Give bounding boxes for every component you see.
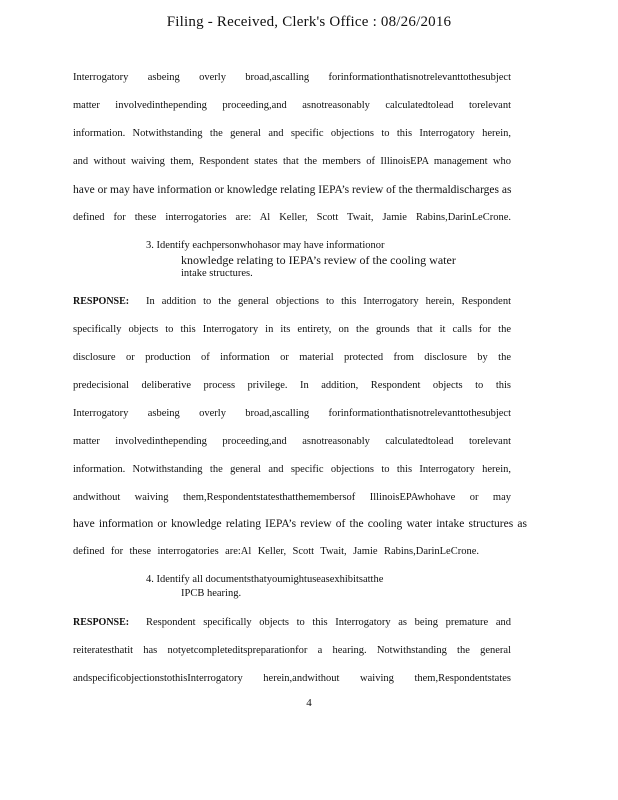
body-line: have information or knowledge relating IEPA’s review of the cooling water intake structures as: [73, 518, 527, 530]
body-line: defined for these interrogatories are:Al Keller, Scott Twait, Jamie Rabins,DarinLeCrone.: [73, 546, 479, 557]
interrogatory-4-line: IPCB hearing.: [181, 588, 242, 599]
body-line: andwithout waiving them,Respondentstatesthatthemembersof IllinoisEPAwhohave or may: [73, 492, 511, 503]
page-number: 4: [306, 697, 312, 709]
body-line: information. Notwithstanding the general and specific objections to this Interrogatory herein,: [73, 128, 511, 139]
body-line: andspecificobjectionstothisInterrogatory herein,andwithout waiving them,Respondentstates: [73, 673, 511, 684]
response-first-line: In addition to the general objections to this Interrogatory herein, Respondent: [146, 296, 511, 307]
interrogatory-3-line: 3. Identify eachpersonwhohasor may have informationor: [146, 240, 385, 251]
body-line: and without waiving them, Respondent states that the members of IllinoisEPA management who: [73, 156, 511, 167]
body-line: disclosure or production of information or material protected from disclosure by the: [73, 352, 511, 363]
interrogatory-4-line: 4. Identify all documentsthatyoumightuseasexhibitsatthe: [146, 574, 384, 585]
response-label: RESPONSE:: [73, 296, 130, 307]
body-line: information. Notwithstanding the general and specific objections to this Interrogatory herein,: [73, 464, 511, 475]
body-line: matter involvedinthepending proceeding,and asnotreasonably calculatedtolead torelevant: [73, 100, 511, 111]
body-line: defined for these interrogatories are: Al Keller, Scott Twait, Jamie Rabins,DarinLeCrone.: [73, 212, 511, 223]
response-first-line: Respondent specifically objects to this Interrogatory as being premature and: [146, 617, 511, 628]
body-line: reiteratesthatit has notyetcompleteditspreparationfor a hearing. Notwithstanding the general: [73, 645, 511, 656]
body-line: Interrogatory asbeing overly broad,ascalling forinformationthatisnotrelevanttothesubject: [73, 408, 511, 419]
body-line: matter involvedinthepending proceeding,and asnotreasonably calculatedtolead torelevant: [73, 436, 511, 447]
body-line: have or may have information or knowledge relating IEPA’s review of the thermaldischarges as: [73, 184, 512, 196]
response-label: RESPONSE:: [73, 617, 130, 628]
body-line: specifically objects to this Interrogatory in its entirety, on the grounds that it calls for the: [73, 324, 511, 335]
interrogatory-3-line: intake structures.: [181, 268, 253, 279]
body-line: predecisional deliberative process privilege. In addition, Respondent objects to this: [73, 380, 511, 391]
interrogatory-3-line: knowledge relating to IEPA’s review of the cooling water: [181, 253, 456, 267]
body-line: Interrogatory asbeing overly broad,ascalling forinformationthatisnotrelevanttothesubject: [73, 72, 511, 83]
filing-header: Filing - Received, Clerk's Office : 08/26/2016: [166, 14, 452, 30]
